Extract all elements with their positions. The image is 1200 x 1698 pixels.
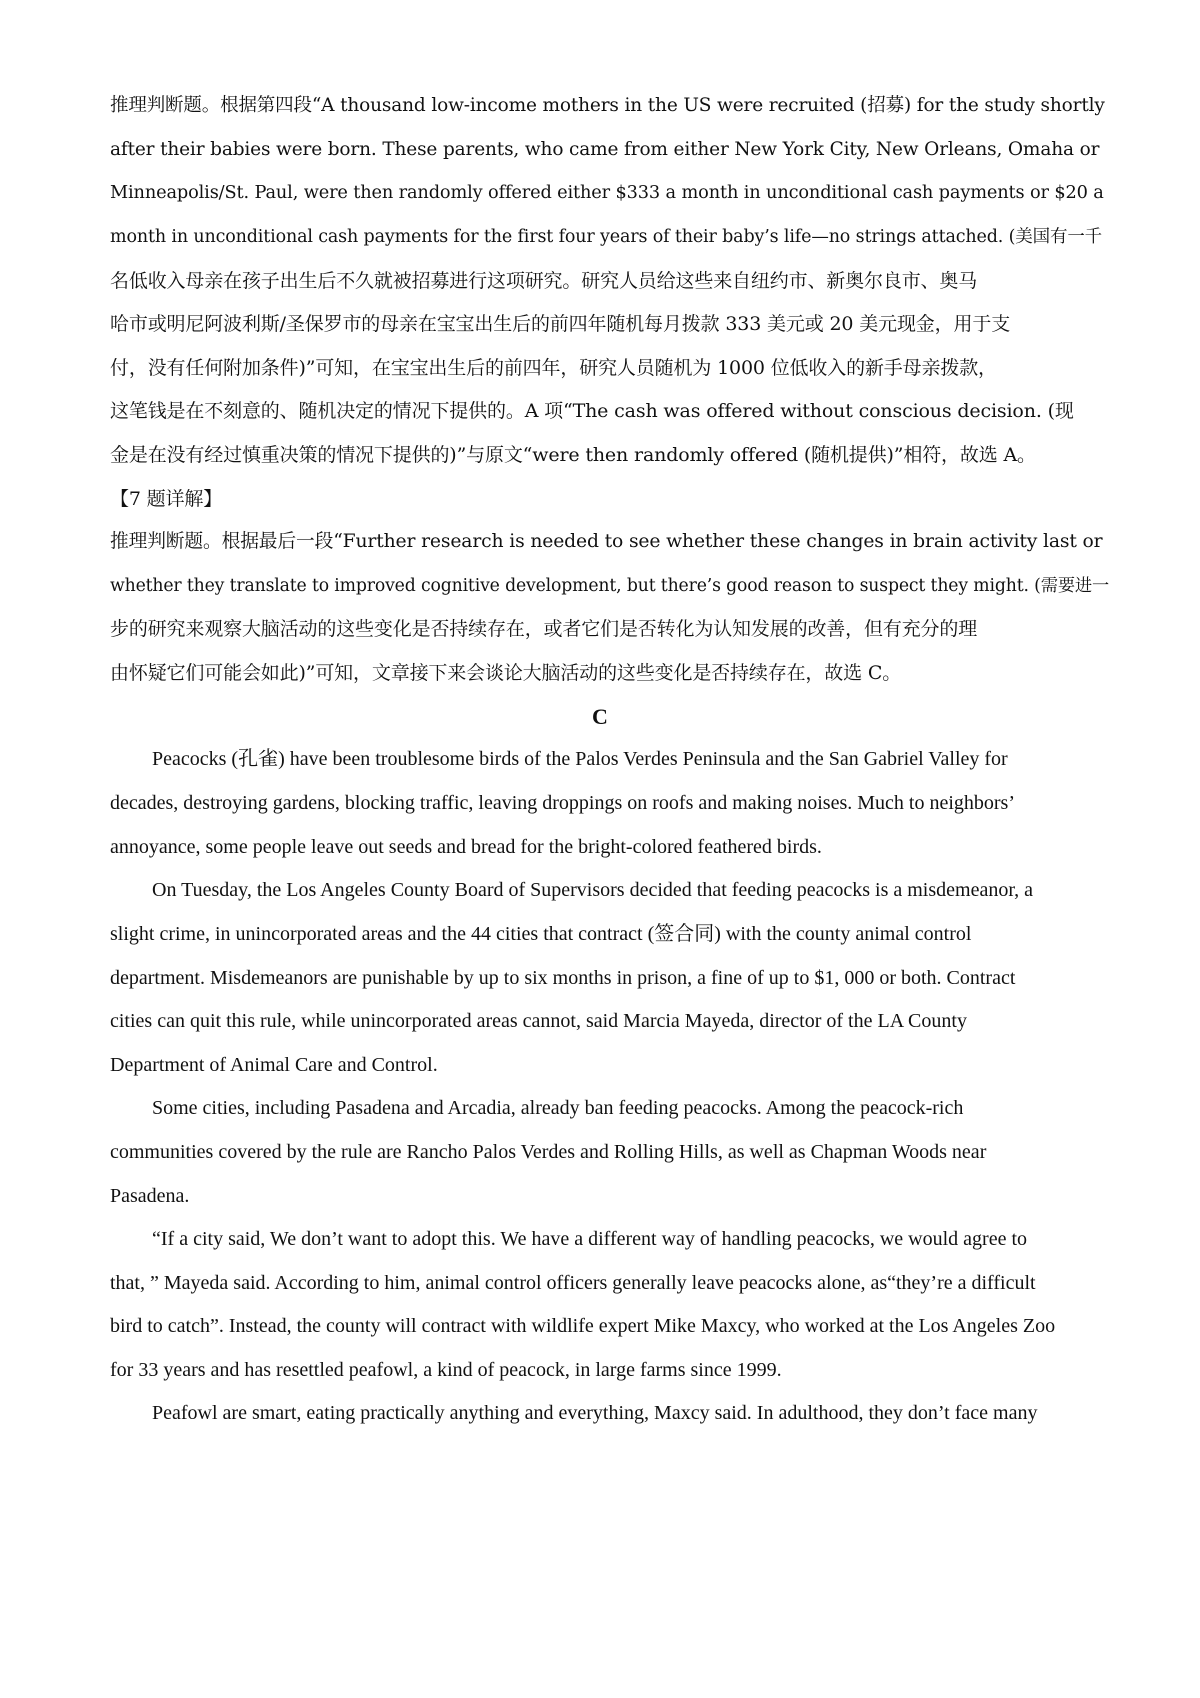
text-line: 金是在没有经过慎重决策的情况下提供的)”与原文“were then randomly offered (随机提供)”相符，故选 A。	[110, 444, 1036, 466]
text-line: month in unconditional cash payments for the first four years of their baby’s life—no strings attached. (美国有一千	[110, 227, 1103, 247]
section-c-title: C	[592, 704, 608, 729]
text-line: 名低收入母亲在孩子出生后不久就被招募进行这项研究。研究人员给这些来自纽约市、新奥尔良市、奥马	[110, 270, 978, 292]
text-line: On Tuesday, the Los Angeles County Board of Supervisors decided that feeding peacocks is a misdemeanor, a	[152, 879, 1034, 901]
text-line: after their babies were born. These parents, who came from either New York City, New Orleans, Omaha or	[110, 139, 1100, 160]
text-line: 推理判断题。根据第四段“A thousand low-income mothers in the US were recruited (招募) for the study shortly	[110, 95, 1105, 116]
text-line: that, ” Mayeda said. According to him, animal control officers generally leave peacocks alone, as“they’re a difficult	[110, 1272, 1036, 1294]
text-line: whether they translate to improved cognitive development, but there’s good reason to suspect they might. (需要进一	[110, 576, 1110, 596]
text-line: 推理判断题。根据最后一段“Further research is needed to see whether these changes in brain activity last or	[110, 531, 1103, 552]
text-line: Pasadena.	[110, 1185, 190, 1207]
text-line: 这笔钱是在不刻意的、随机决定的情况下提供的。A 项“The cash was offered without conscious decision. (现	[110, 400, 1074, 422]
text-line: 哈市或明尼阿波利斯/圣保罗市的母亲在宝宝出生后的前四年随机每月拨款 333 美元或 20 美元现金，用于支	[110, 313, 1011, 335]
text-line: department. Misdemeanors are punishable by up to six months in prison, a fine of up to $1, 000 or both. Contract	[110, 967, 1016, 989]
text-line: communities covered by the rule are Rancho Palos Verdes and Rolling Hills, as well as Chapman Woods near	[110, 1141, 987, 1163]
text-line: decades, destroying gardens, blocking traffic, leaving droppings on roofs and making noises. Much to neighbors’	[110, 792, 1015, 814]
text-line: 步的研究来观察大脑活动的这些变化是否持续存在，或者它们是否转化为认知发展的改善，但有充分的理	[110, 618, 978, 640]
q7-heading: 【7 题详解】	[110, 488, 223, 510]
text-line: annoyance, some people leave out seeds and bread for the bright-colored feathered birds.	[110, 836, 822, 858]
text-line: 由怀疑它们可能会如此)”可知，文章接下来会谈论大脑活动的这些变化是否持续存在，故选 C。	[110, 662, 902, 684]
text-line: cities can quit this rule, while unincorporated areas cannot, said Marcia Mayeda, director of the LA County	[110, 1010, 967, 1032]
text-line: Peafowl are smart, eating practically anything and everything, Maxcy said. In adulthood, they don’t face many	[152, 1402, 1038, 1424]
text-line: for 33 years and has resettled peafowl, a kind of peacock, in large farms since 1999.	[110, 1359, 782, 1381]
text-line: 付，没有任何附加条件)”可知，在宝宝出生后的前四年，研究人员随机为 1000 位低收入的新手母亲拨款，	[110, 357, 997, 379]
text-line: slight crime, in unincorporated areas and the 44 cities that contract (签合同) with the county animal control	[110, 923, 972, 945]
text-line: Minneapolis/St. Paul, were then randomly offered either $333 a month in unconditional cash payments or $20 a	[110, 183, 1104, 203]
text-line: Peacocks (孔雀) have been troublesome birds of the Palos Verdes Peninsula and the San Gabriel Valley for	[152, 748, 1008, 770]
text-line: bird to catch”. Instead, the county will contract with wildlife expert Mike Maxcy, who worked at the Los Angeles Zoo	[110, 1315, 1056, 1337]
text-line: “If a city said, We don’t want to adopt this. We have a different way of handling peacocks, we would agree to	[152, 1228, 1028, 1250]
text-line: Some cities, including Pasadena and Arcadia, already ban feeding peacocks. Among the peacock-rich	[152, 1097, 964, 1119]
text-line: Department of Animal Care and Control.	[110, 1054, 438, 1076]
